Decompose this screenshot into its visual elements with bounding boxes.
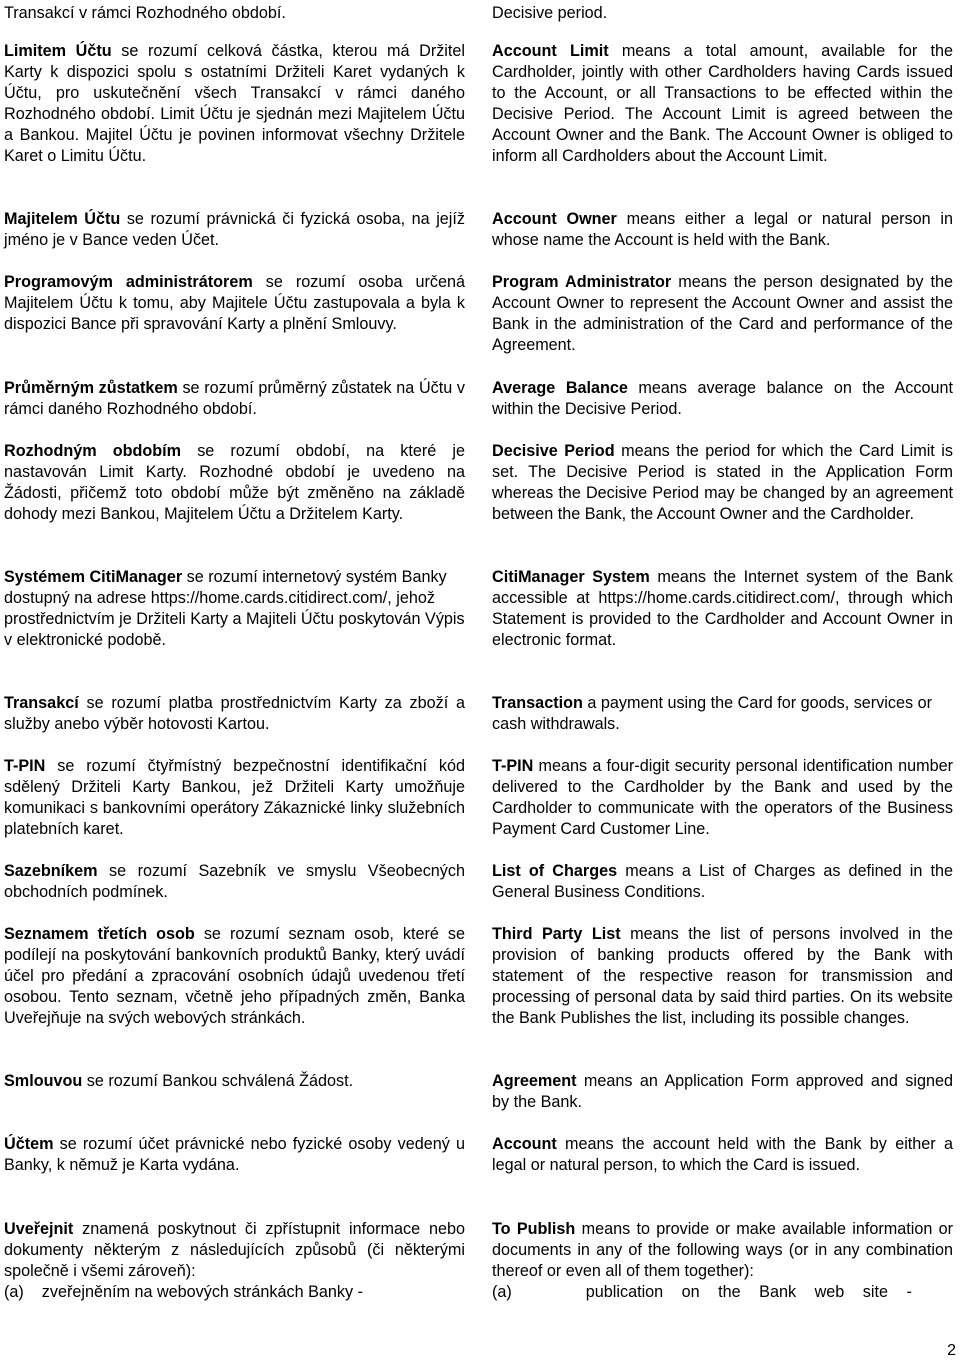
- term: Účtem: [4, 1135, 54, 1153]
- paragraph-text: Transakcí v rámci Rozhodného období.: [4, 4, 286, 22]
- definition-decisive-period: [492, 441, 953, 525]
- definition-text: means a four-digit security personal identification number delivered to the Cardholder by the Bank and used by the Cardholder to communicate with the operators of the Business Payment Card Customer Line.: [492, 757, 953, 838]
- term: T-PIN: [4, 757, 46, 775]
- definition-programovy-administrator: [4, 272, 465, 335]
- paragraph: [4, 3, 465, 24]
- term: T-PIN: [492, 757, 534, 775]
- definition-text: means the account held with the Bank by either a legal or natural person, to which the Card is issued.: [492, 1135, 953, 1174]
- definition-text: se rozumí celková částka, kterou má Držitel Karty k dispozici spolu s ostatními Držiteli Karet vydaných k Účtu, pro uskutečnění všech Transakcí v rámci daného Rozhodného období. Limit Účtu je sjednán mezi Majitelem Účtu a Bankou. Majitel Účtu je povinen informovat všechny Držitele Karet o Limitu Účtu.: [4, 42, 465, 165]
- definition-text: se rozumí právnická či fyzická osoba, na jejíž jméno je v Bance veden Účet.: [4, 210, 465, 249]
- term: Uveřejnit: [4, 1220, 74, 1238]
- definition-text: se rozumí seznam osob, které se podílejí na poskytování bankovních produktů Banky, který uvádí účel pro předání a zpracování osobních údajů uvedenou třetí osobou. Tento seznam, včetně jeho případných změn, Banka Uveřejňuje na svých webových stránkách.: [4, 925, 465, 1027]
- definition-agreement: [492, 1071, 953, 1113]
- definition-text: znamená poskytnout či zpřístupnit informace nebo dokumenty některým z následujících způsobů (či některými společně i všemi zároveň):: [4, 1220, 465, 1280]
- definition-text: means the Internet system of the Bank accessible at https://home.cards.citidirect.com/, through which Statement is provided to the Cardholder and Account Owner in electronic format.: [492, 568, 953, 649]
- definition-rozhodne-obdobi: [4, 441, 465, 525]
- definition-limit-uctu: [4, 41, 465, 167]
- term: Rozhodným obdobím: [4, 442, 182, 460]
- definition-smlouva: [4, 1071, 465, 1092]
- term: CitiManager System: [492, 568, 650, 586]
- definition-sazebnik: [4, 861, 465, 903]
- definition-text: se rozumí průměrný zůstatek na Účtu v rámci daného Rozhodného období.: [4, 379, 465, 418]
- definition-account: [492, 1134, 953, 1176]
- definition-text: means the list of persons involved in the provision of banking products offered by the Bank with statement of the respective reason for transmission and processing of personal data by said third parties. On its website the Bank Publishes the list, including its possible changes.: [492, 925, 953, 1027]
- term: Programovým administrátorem: [4, 273, 253, 291]
- definition-list-of-charges: [492, 861, 953, 903]
- definition-text: se rozumí Sazebník ve smyslu Všeobecných obchodních podmínek.: [4, 862, 465, 901]
- definition-text: a payment using the Card for goods, services or cash withdrawals.: [492, 694, 932, 733]
- definition-text: means a List of Charges as defined in the General Business Conditions.: [492, 862, 954, 901]
- definition-t-pin-cz: [4, 756, 465, 840]
- term: Program Administrator: [492, 273, 672, 291]
- term: List of Charges: [492, 862, 618, 880]
- term: Account Owner: [492, 210, 617, 228]
- definition-text: se rozumí čtyřmístný bezpečnostní identifikační kód sdělený Držiteli Karty Bankou, jež Držiteli Karty umožňuje komunikaci s bankovními operátory Zákaznické linky služebních platebních karet.: [4, 757, 465, 838]
- list-item-a: [4, 1282, 465, 1303]
- list-item-text: (a) zveřejněním na webových stránkách Banky -: [4, 1283, 363, 1301]
- term: Limitem Účtu: [4, 42, 112, 60]
- definition-majitel-uctu: [4, 209, 465, 251]
- term: Account: [492, 1135, 557, 1153]
- definition-ucet: [4, 1134, 465, 1176]
- paragraph: [492, 3, 953, 24]
- definition-system-citimanager: [4, 567, 465, 651]
- definition-text: se rozumí Bankou schválená Žádost.: [82, 1072, 354, 1090]
- definition-t-pin-en: [492, 756, 953, 840]
- term: Smlouvou: [4, 1072, 83, 1090]
- definition-text: se rozumí platba prostřednictvím Karty za zboží a služby anebo výběr hotovosti Kartou.: [4, 694, 465, 733]
- definition-text: se rozumí období, na které je nastavován Limit Karty. Rozhodné období je uvedeno na Žádosti, přičemž toto období může být změněno na základě dohody mezi Bankou, Majitelem Účtu a Držitelem Karty.: [4, 442, 465, 523]
- term: Transakcí: [4, 694, 79, 712]
- definition-uverejnit: [4, 1219, 465, 1282]
- definition-text: se rozumí účet právnické nebo fyzické osoby vedený u Banky, k němuž je Karta vydána.: [4, 1135, 465, 1174]
- term: Seznamem třetích osob: [4, 925, 195, 943]
- term: Průměrným zůstatkem: [4, 379, 178, 397]
- term: Decisive Period: [492, 442, 615, 460]
- definition-citimanager-system: [492, 567, 953, 651]
- definition-third-party-list: [492, 924, 953, 1029]
- term: Average Balance: [492, 379, 628, 397]
- definition-text: means to provide or make available information or documents in any of the following ways (or in any combination thereof or even all of them together):: [492, 1220, 954, 1280]
- term: Account Limit: [492, 42, 609, 60]
- definition-text: means the person designated by the Account Owner to represent the Account Owner and assist the Bank in the administration of the Card and performance of the Agreement.: [492, 273, 954, 354]
- term: Transaction: [492, 694, 583, 712]
- definition-account-limit: [492, 41, 953, 167]
- term: Majitelem Účtu: [4, 210, 121, 228]
- term: Sazebníkem: [4, 862, 98, 880]
- definition-to-publish: [492, 1219, 953, 1282]
- term: Agreement: [492, 1072, 577, 1090]
- definition-text: means the period for which the Card Limit is set. The Decisive Period is stated in the Application Form whereas the Decisive Period may be changed by an agreement between the Bank, the Account Owner and the Cardholder.: [492, 442, 954, 523]
- definition-text: means an Application Form approved and signed by the Bank.: [492, 1072, 953, 1111]
- definition-transaction: [492, 693, 953, 735]
- list-item-text: (a) publication on the Bank web site -: [492, 1283, 912, 1301]
- definition-seznam-tretich-osob: [4, 924, 465, 1029]
- definition-program-administrator: [492, 272, 953, 356]
- definition-text: means average balance on the Account within the Decisive Period.: [492, 379, 953, 418]
- page-number: 2: [947, 1342, 956, 1359]
- term: To Publish: [492, 1220, 576, 1238]
- definition-transakce: [4, 693, 465, 735]
- definition-account-owner: [492, 209, 953, 251]
- list-item-a: [492, 1282, 953, 1303]
- definition-text: means either a legal or natural person in whose name the Account is held with the Bank.: [492, 210, 953, 249]
- term: Third Party List: [492, 925, 621, 943]
- paragraph-text: Decisive period.: [492, 4, 608, 22]
- definition-prumerny-zustatek: [4, 378, 465, 420]
- definition-text: se rozumí osoba určená Majitelem Účtu k tomu, aby Majitele Účtu zastupovala a byla k dispozici Bance při spravování Karty a plnění Smlouvy.: [4, 273, 465, 333]
- definition-average-balance: [492, 378, 953, 420]
- term: Systémem CitiManager: [4, 568, 183, 586]
- definition-text: se rozumí internetový systém Banky dostupný na adrese https://home.cards.citidirect.com/, jehož prostřednictvím je Držiteli Karty a Majiteli Účtu poskytován Výpis v elektronické podobě.: [4, 568, 465, 649]
- definition-text: means a total amount, available for the Cardholder, jointly with other Cardholders having Cards issued to the Account, or all Transactions to be effected within the Decisive Period. The Account Limit is agreed between the Account Owner and the Bank. The Account Owner is obliged to inform all Cardholders about the Account Limit.: [492, 42, 953, 165]
